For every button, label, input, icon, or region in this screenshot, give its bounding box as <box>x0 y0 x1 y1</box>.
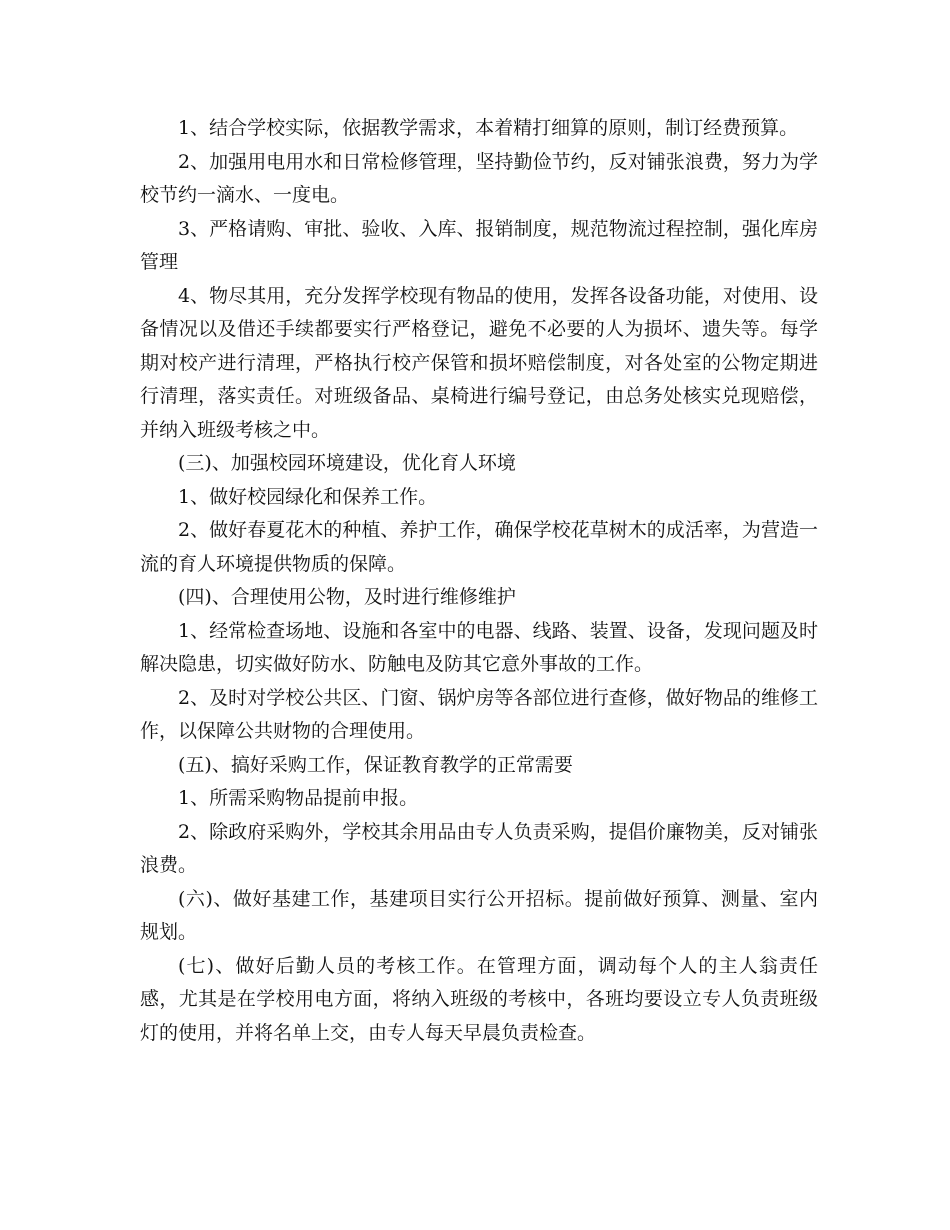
paragraph-purchase-request: 1、所需采购物品提前申报。 <box>178 787 419 809</box>
section-heading-environment: (三)、加强校园环境建设，优化育人环境 <box>178 452 516 474</box>
paragraph-asset-management: 4、物尽其用，充分发挥学校现有物品的使用，发挥各设备功能，对使用、设备情况以及借还手续都要实行严格登记，避免不必要的人为损坏、遗失等。每学期对校产进行清理，严格执行校产保管和损坏赔偿制度，对各处室的公物定期进行清理，落实责任。对班级备品、桌椅进行编号登记，由总务处核实兑现赔偿，并纳入班级考核之中。 <box>140 284 818 441</box>
paragraph-purchase-responsibility: 2、除政府采购外，学校其余用品由专人负责采购，提倡价廉物美，反对铺张浪费。 <box>140 820 818 876</box>
document-body <box>140 112 818 1050</box>
paragraph-greening: 1、做好校园绿化和保养工作。 <box>178 485 438 508</box>
section-heading-maintenance: (四)、合理使用公物，及时进行维修维护 <box>178 586 516 608</box>
paragraph-planting: 2、做好春夏花木的种植、养护工作，确保学校花草树木的成活率，为营造一流的育人环境提供物质的保障。 <box>140 519 818 575</box>
paragraph-inspection: 1、经常检查场地、设施和各室中的电器、线路、装置、设备，发现问题及时解决隐患，切实做好防水、防触电及防其它意外事故的工作。 <box>140 619 818 675</box>
paragraph-budget: 1、结合学校实际，依据教学需求，本着精打细算的原则，制订经费预算。 <box>178 117 799 139</box>
paragraph-procurement-rules: 3、严格请购、审批、验收、入库、报销制度，规范物流过程控制，强化库房管理 <box>140 217 818 273</box>
paragraph-repair: 2、及时对学校公共区、门窗、锅炉房等各部位进行查修，做好物品的维修工作，以保障公共财物的合理使用。 <box>140 686 818 742</box>
section-heading-purchasing: (五)、搞好采购工作，保证教育教学的正常需要 <box>178 753 573 776</box>
section-heading-construction: (六)、做好基建工作，基建项目实行公开招标。提前做好预算、测量、室内规划。 <box>140 887 818 943</box>
section-heading-assessment: (七)、做好后勤人员的考核工作。在管理方面，调动每个人的主人翁责任感，尤其是在学校用电方面，将纳入班级的考核中，各班均要设立专人负责班级灯的使用，并将名单上交，由专人每天早晨负责检查。 <box>140 954 818 1044</box>
paragraph-saving: 2、加强用电用水和日常检修管理，坚持勤俭节约，反对铺张浪费，努力为学校节约一滴水、一度电。 <box>140 150 818 206</box>
